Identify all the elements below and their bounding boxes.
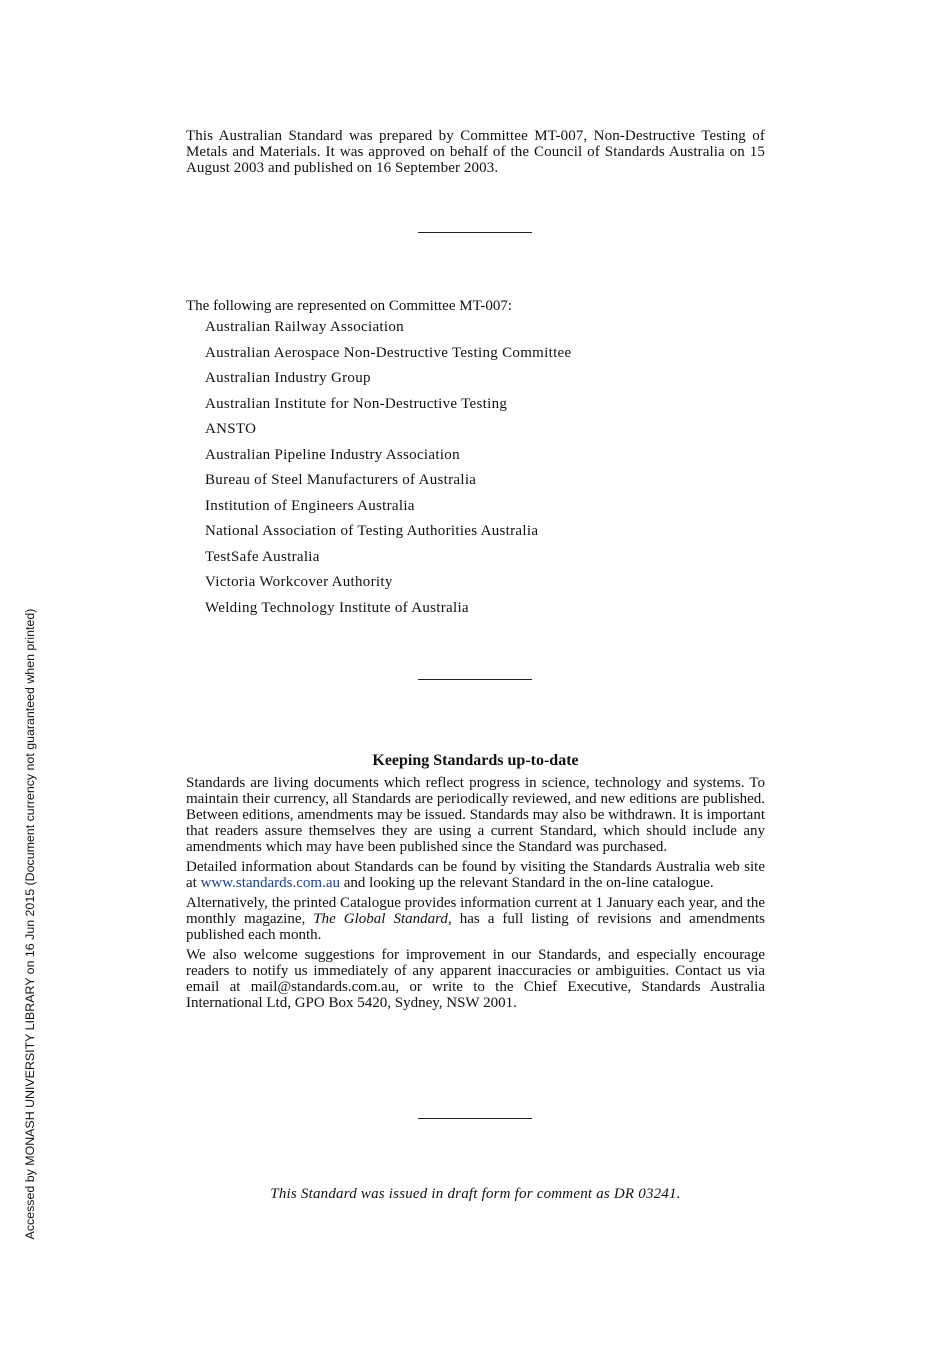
committee-member: Australian Pipeline Industry Association <box>205 446 460 463</box>
keeping-standards-body <box>186 775 765 1015</box>
keeping-standards-heading: Keeping Standards up-to-date <box>372 752 579 769</box>
section-divider <box>418 679 532 680</box>
committee-member: Australian Industry Group <box>205 370 371 386</box>
access-stamp: Accessed by MONASH UNIVERSITY LIBRARY on 16 Jun 2015 (Document currency not guaranteed when printed) <box>23 608 37 1240</box>
paragraph-text: Detailed information about Standards can be found by visiting the Standards Australia web site at <box>186 859 765 891</box>
keeping-paragraph: We also welcome suggestions for improvement in our Standards, and especially encourage readers to notify us immediately of any apparent inaccuracies or ambiguities. Contact us via email at mail@standards.com.au, or write to the Chief Executive, Standards Australia International Ltd, GPO Box 5420, Sydney, NSW 2001. <box>186 947 765 1011</box>
keeping-paragraph <box>186 859 765 891</box>
committee-member: Australian Railway Association <box>205 319 404 335</box>
committee-member: Bureau of Steel Manufacturers of Australia <box>205 472 477 488</box>
preparation-statement: This Australian Standard was prepared by Committee MT-007, Non-Destructive Testing of Metals and Materials. It was approved on behalf of the Council of Standards Australia on 15 August 2003 and published on 16 September 2003. <box>186 128 765 176</box>
paragraph-text: and looking up the relevant Standard in the on-line catalogue. <box>340 875 714 891</box>
committee-member: National Association of Testing Authorities Australia <box>205 523 539 539</box>
keeping-paragraph: Standards are living documents which reflect progress in science, technology and systems. To maintain their currency, all Standards are periodically reviewed, and new editions are published. Between editions, amendments may be issued. Standards may also be withdrawn. It is important that readers assure themselves they are using a current Standard, which should include any amendments which may have been published since the Standard was purchased. <box>186 775 765 855</box>
standards-website-link[interactable]: www.standards.com.au <box>200 875 340 891</box>
magazine-title: The Global Standard <box>313 911 448 927</box>
section-divider <box>418 1118 532 1119</box>
committee-member: Australian Institute for Non-Destructive Testing <box>205 395 508 412</box>
section-divider <box>418 232 532 233</box>
keeping-paragraph <box>186 895 765 943</box>
committee-member: Welding Technology Institute of Australia <box>205 599 469 616</box>
draft-note: This Standard was issued in draft form for comment as DR 03241. <box>270 1186 681 1202</box>
committee-member: ANSTO <box>205 421 257 437</box>
committee-member: Victoria Workcover Authority <box>205 574 393 590</box>
committee-intro: The following are represented on Committee MT-007: <box>186 298 513 314</box>
paragraph-text: Alternatively, the printed Catalogue provides information current at 1 January each year, and the monthly magazine, <box>186 895 765 927</box>
paragraph-text: , has a full listing of revisions and amendments published each month. <box>186 911 765 943</box>
committee-section <box>186 297 765 621</box>
committee-member: Institution of Engineers Australia <box>205 497 415 514</box>
committee-member: Australian Aerospace Non-Destructive Testing Committee <box>205 344 572 361</box>
committee-member: TestSafe Australia <box>205 548 320 565</box>
committee-member-list <box>186 315 765 621</box>
